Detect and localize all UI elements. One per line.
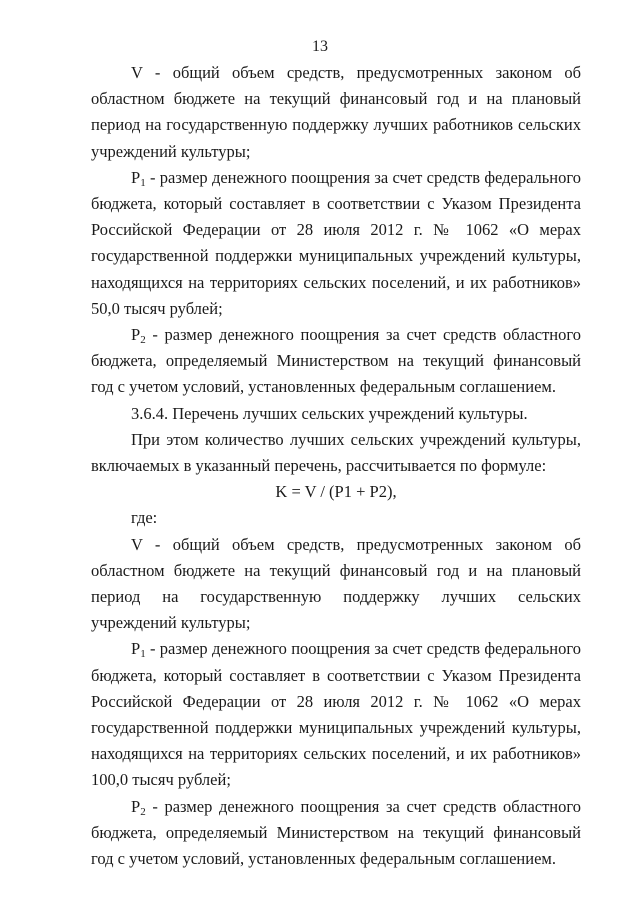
- section-heading-3-6-4: 3.6.4. Перечень лучших сельских учреждений культуры.: [131, 403, 528, 423]
- paragraph-v-definition: V - общий объем средств, предусмотренных законом об областном бюджете на текущий финансовый год и на плановый период на государственную поддержку лучших работников сельских учреждений культуры;: [91, 63, 581, 161]
- paragraph-p1-definition-2: $P_1$ - размер денежного поощрения за счет средств федерального бюджета, который составляет в соответствии с Указом Президента Российской Федерации от 28 июля 2012 г. № 1062 «О мерах государственной поддержки муниципальных учреждений культуры, находящихся на территориях сельских поселений, и их работников» 100,0 тысяч рублей;: [91, 639, 581, 790]
- formula: K = V / (P1 + P2),: [275, 482, 397, 502]
- document-body: [91, 60, 581, 872]
- paragraph-formula-intro: При этом количество лучших сельских учреждений культуры, включаемых в указанный перечень, рассчитывается по формуле:: [91, 429, 581, 476]
- page-number: 13: [312, 38, 328, 55]
- paragraph-v-definition-2: V - общий объем средств, предусмотренных законом об областном бюджете на текущий финансовый год и на плановый период на государственную поддержку лучших сельских учреждений культуры;: [91, 534, 581, 633]
- paragraph-p1-definition: $P_1$ - размер денежного поощрения за счет средств федерального бюджета, который составляет в соответствии с Указом Президента Российской Федерации от 28 июля 2012 г. № 1062 «О мерах государственной поддержки муниципальных учреждений культуры, находящихся на территориях сельских поселений, и их работников» 50,0 тысяч рублей;: [91, 167, 581, 318]
- paragraph-p2-definition-2: $P_2$ - размер денежного поощрения за счет средств областного бюджета, определяемый Министерством на текущий финансовый год с учетом условий, установленных федеральным соглашением.: [91, 796, 581, 869]
- paragraph-where: где:: [131, 508, 158, 528]
- paragraph-p2-definition: $P_2$ - размер денежного поощрения за счет средств областного бюджета, определяемый Министерством на текущий финансовый год с учетом условий, установленных федеральным соглашением.: [91, 325, 581, 397]
